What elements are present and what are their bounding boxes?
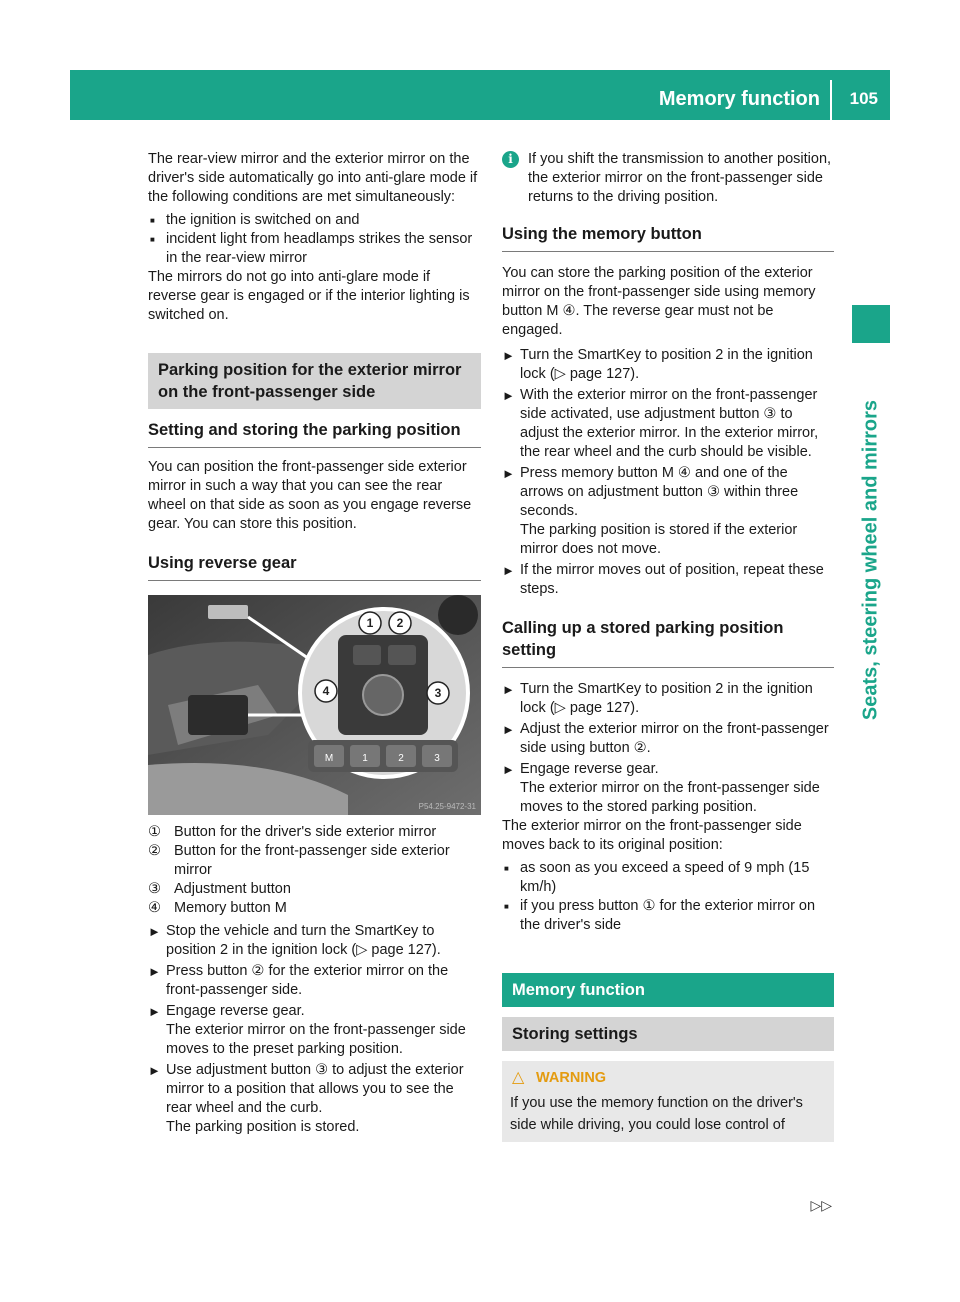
legend-item: ① Button for the driver's side exterior mirror [148,824,437,840]
header-title: Memory function [658,88,820,110]
legend-item: ③ Adjustment button [148,881,291,897]
instruction-step: ► Turn the SmartKey to position 2 in the ignition lock (▷ page 127). [502,347,813,382]
info-icon: i [502,151,519,168]
photo-legend [148,823,481,918]
info-note: i If you shift the transmission to another position, the exterior mirror on the front-passenger side returns to the driving position. [502,150,834,207]
list-item: ■ if you press button ① for the exterior mirror on the driver's side [502,897,834,935]
door-panel-illustration [148,595,481,815]
subheading-memory-button: Using the memory button [502,223,834,252]
warning-triangle-icon: △ [512,1069,525,1086]
setting-intro: You can position the front-passenger side exterior mirror in such a way that you can see the rear wheel on that side as soon as you engage reverse gear. You can store this position. [148,459,472,532]
image-code: P54.25-9472-31 [418,802,476,811]
left-column [148,150,481,1137]
instruction-step: ► Engage reverse gear. The exterior mirror on the front-passenger side moves to the stored parking position. [502,761,820,815]
conditions-list [148,211,481,268]
legend-item: ② Button for the front-passenger side exterior mirror [148,843,450,878]
list-item: ■ incident light from headlamps strikes the sensor in the rear-view mirror [148,230,481,268]
right-column [502,150,834,1142]
instruction-step: ► With the exterior mirror on the front-passenger side activated, use adjustment button ③ to adjust the exterior mirror. In the exterior mirror, the rear wheel and the curb should be visible. [502,387,819,460]
list-item: ■ as soon as you exceed a speed of 9 mph (15 km/h) [502,859,834,897]
memory-steps [502,346,834,599]
section-heading-storing: Storing settings [502,1017,834,1051]
recall-conditions [502,859,834,935]
instruction-step: ► Use adjustment button ③ to adjust the exterior mirror to a position that allows you to see the rear wheel and the curb. The parking position is stored. [148,1062,464,1135]
recall-steps [502,680,834,817]
instruction-step: ► Press button ② for the exterior mirror on the front-passenger side. [148,963,449,998]
instruction-step: ► Engage reverse gear. The exterior mirror on the front-passenger side moves to the preset parking position. [148,1003,466,1057]
chapter-side-label: Seats, steering wheel and mirrors [859,399,882,721]
memory-intro: You can store the parking position of the exterior mirror on the front-passenger side using memory button M ④. The reverse gear must not be engaged. [502,265,816,338]
legend-item: ④ Memory button M [148,900,287,916]
instruction-step: ► Press memory button M ④ and one of the arrows on adjustment button ③ within three seconds. The parking position is stored if the exterior mirror does not move. [502,465,799,557]
section-heading-memory-function: Memory function [502,973,834,1007]
section-heading-parking: Parking position for the exterior mirror on the front-passenger side [148,353,481,409]
key-label: 2 [398,753,404,764]
warning-box [502,1061,834,1142]
warning-title: △ WARNING [512,1069,607,1086]
list-item: ■ the ignition is switched on and [148,211,481,230]
subheading-setting: Setting and storing the parking position [148,419,481,448]
header-divider [830,80,832,120]
anti-glare-note: The mirrors do not go into anti-glare mode if reverse gear is engaged or if the interior lighting is switched on. [148,269,470,323]
callout-number: 2 [396,616,404,630]
intro-paragraph: The rear-view mirror and the exterior mirror on the driver's side automatically go into anti-glare mode if the following conditions are met simultaneously: [148,151,478,205]
instruction-step: ► Adjust the exterior mirror on the front-passenger side using button ②. [502,721,829,756]
key-label: 1 [362,753,368,764]
subheading-recall: Calling up a stored parking position setting [502,617,834,668]
instruction-step: ► If the mirror moves out of position, repeat these steps. [502,562,824,597]
instruction-step: ► Stop the vehicle and turn the SmartKey to position 2 in the ignition lock (▷ page 127). [148,923,441,958]
recall-note: The exterior mirror on the front-passenger side moves back to its original position: [502,818,802,853]
reverse-gear-steps [148,922,481,1137]
key-label: 3 [434,753,440,764]
instruction-step: ► Turn the SmartKey to position 2 in the ignition lock (▷ page 127). [502,681,813,716]
callout-number: 4 [322,684,330,698]
warning-text: If you use the memory function on the driver's side while driving, you could lose control of [510,1095,803,1133]
subheading-reverse-gear: Using reverse gear [148,552,481,581]
door-panel-photo [148,595,481,815]
callout-number: 3 [434,686,442,700]
continue-arrow-icon: ▷▷ [810,1197,832,1213]
page-header [70,70,890,120]
callout-number: 1 [366,616,374,630]
page-number: 105 [849,89,878,108]
key-label: M [324,753,334,764]
side-tab-marker [852,305,890,343]
